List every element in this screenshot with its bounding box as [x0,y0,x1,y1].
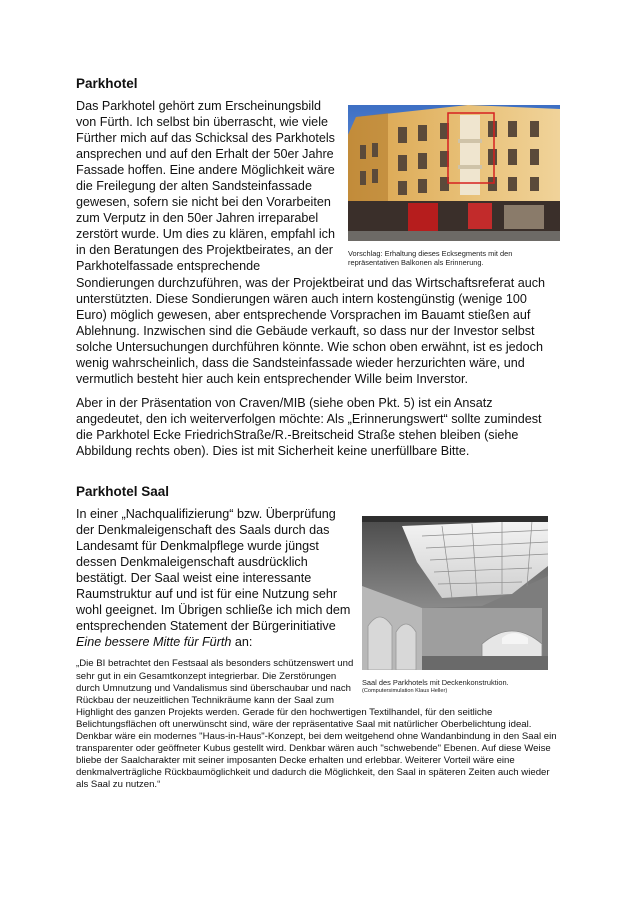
hall-rendering [362,516,560,675]
section-parkhotel [76,76,560,459]
paragraph-text: In einer „Nachqualifizierung“ bzw. Überprüfung der Denkmaleigenschaft des Saals durch das Landesamt für Denkmalpflege wurde jüngst dessen Denkmaleigenschaft ausdrücklich bestätigt. Der Saal weist eine interessante Raumstruktur auf und ist für eine Nutzung sehr wohl geeignet. Im Übrigen schließe ich mich dem entsprechenden Statement der Bürgerinitiative [76,507,351,634]
facade-photo [348,105,560,246]
hall-caption-text: Saal des Parkhotels mit Deckenkonstruktion. [362,678,509,687]
initiative-quote: „Die BI betrachtet den Festsaal als besonders schützenswert und sehr gut in ein Gesamtkonzept integrierbar. Die Zerstörungen durch Umnutzung und Vandalismus sind überschaubar und nach Rückbau der neuzeitlichen Technikräume kann der Saal zum Highlight des ganzen Projekts werden. Gerade für den hochwertigen Textilhandel, für den seitliche Belichtungsflächen oft unerwünscht sind, wäre der repräsentative Saal mit natürlicher Oberbelichtung ideal. Denkbar wäre ein modernes "Haus-in-Haus"-Konzept, bei dem weitgehend ohne Wandanbindung in den Saal ein transparenter oder geöffneter Kubus gestellt wird. Denkbar wären auch "schwebende" Ebenen. Auf diese Weise bliebe der Saalcharakter mit seiner imposanten Decke erhalten und erlebbar. Weiterer Vorteil wäre eine denkmalverträgliche Rückbaumöglichkeit und dadurch die Möglichkeit, den Saal in späteren Zeiten auch wieder als Saal zu nutzen.“ [76,658,557,791]
section-title: Parkhotel [76,76,138,91]
section-parkhotel-saal [76,484,560,791]
paragraph: Aber in der Präsentation von Craven/MIB (siehe oben Pkt. 5) ist ein Ansatz angedeutet, den ich weiterverfolgen möchte: Als „Erinnerungswert“ sollte zumindest die Parkhotel Ecke FriedrichStraße/R.-Breitscheid Straße stehen bleiben (siehe Abbildung rechts oben). Dies ist mit Sicherheit keine unerfüllbare Bitte. [76,395,542,458]
facade-figure [348,105,560,267]
hall-figure [362,516,560,695]
initiative-name: Eine bessere Mitte für Fürth [76,635,232,650]
hall-caption [362,678,560,695]
section-title: Parkhotel Saal [76,484,170,499]
paragraph: Das Parkhotel gehört zum Erscheinungsbild von Fürth. Ich selbst bin überrascht, wie viele Fürther mich auf das Schicksal des Parkhotels ansprechen und auf den Erhalt der 50er Jahre Fassade hoffen. Eine andere Möglichkeit wäre die Freilegung der alten Sandsteinfassade gewesen, sofern sie nicht bei den Vorarbeiten zum Verputz in den 50er Jahren irreparabel zerstört wurde. Um dies zu klären, empfahl ich in den Beratungen des Projektbeirates, an der Parkhotelfassade entsprechende Sondierungen durchzuführen, was der Projektbeirat und das Wirtschaftsreferat auch unterstützten. Diese Sondierungen wären auch intern kostengünstig (wenige 100 Euro) möglich gewesen, aber entsprechende Vorsprachen im Bauamt stießen auf Ablehnung. Inzwischen sind die Gebäude verkauft, so dass nur der Investor selbst solche Untersuchungen durchführen könnte. Wie schon oben erwähnt, ist es jedoch wenig wahrscheinlich, dass die Sandsteinfassade wieder herzurichten wäre, und vermutlich besteht hier auch kein entsprechender Wille beim Inverstor. [76,99,546,386]
facade-caption: Vorschlag: Erhaltung dieses Ecksegments mit den repräsentativen Balkonen als Erinnerung. [348,249,513,267]
paragraph-end: an: [231,635,253,650]
hall-caption-credit: (Computersimulation Klaus Heller) [362,688,448,694]
